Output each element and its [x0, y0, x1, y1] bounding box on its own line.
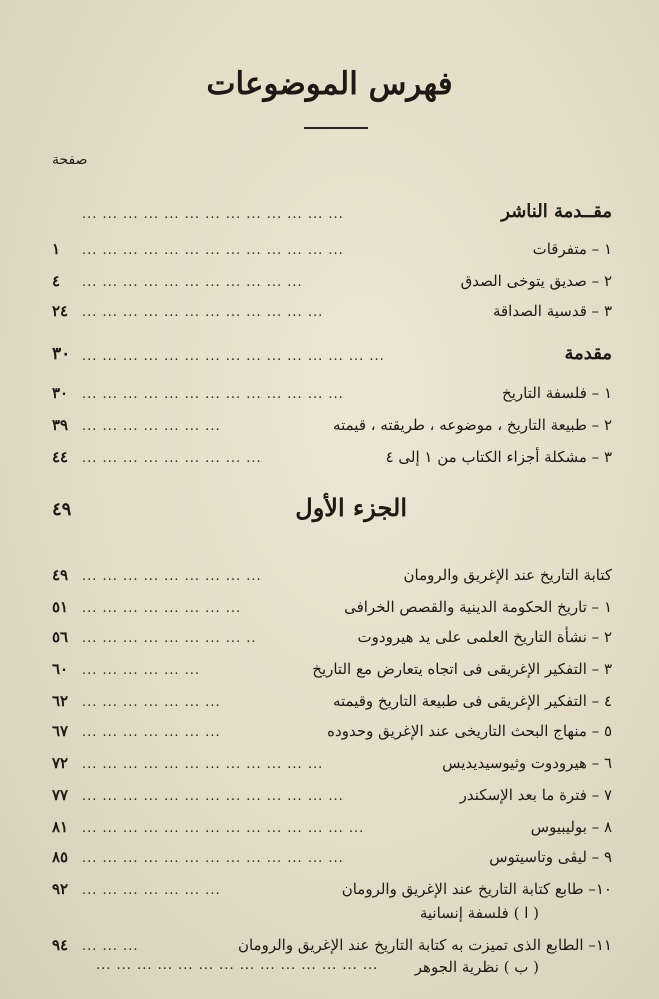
toc-entry-page: ٣٩: [52, 416, 69, 434]
toc-entry-page: ٢٤: [52, 302, 69, 320]
toc-entry-page: ٦٧: [52, 722, 69, 740]
leader-dots: ... ... ... ... ... ... ...: [82, 695, 221, 710]
leader-dots: ... ... ... ... ... ... ...: [82, 419, 221, 434]
toc-entry-label: كتابة التاريخ عند الإغريق والرومان: [403, 566, 612, 584]
toc-entry-page: ٣٠: [52, 344, 71, 364]
leader-dots: ... ... ... ... ... ... ... ... ...: [82, 451, 262, 466]
toc-entry: [52, 746, 612, 772]
toc-entry: [52, 840, 612, 866]
toc-entry-page: ٤: [52, 272, 61, 290]
toc-entry: [52, 294, 612, 320]
toc-entry: [52, 590, 612, 616]
leader-dots: ... ... ... ... ... ... ... ... ...: [82, 569, 262, 584]
toc-entry-publisher-intro: [52, 196, 612, 222]
toc-entry: [52, 376, 612, 402]
leader-dots: ... ... ... ... ... ... ... ... ... ... ... ...: [82, 757, 324, 772]
page-title: فهرس الموضوعات: [206, 66, 453, 102]
toc-entry-page: ٨٥: [52, 848, 69, 866]
toc-entry: [52, 232, 612, 258]
leader-dots: ... ... ... ... ... ... ... ...: [82, 601, 242, 616]
toc-entry-label: ٢ – طبيعة التاريخ ، موضوعه ، طريقته ، قيمته: [333, 416, 612, 434]
part-heading: [52, 493, 612, 527]
leader-dots: ... ... ... ... ... ... ... ... ... ... ... ... ...: [82, 243, 344, 258]
toc-entry-label: ٥ – منهاج البحث التاريخى عند الإغريق وحدوده: [327, 722, 612, 740]
toc-entry-page: ٦٠: [52, 660, 69, 678]
leader-dots: ... ... ... ... ... ... ... ... ... ... ... ... ...: [82, 387, 344, 402]
title-underline: [304, 127, 368, 129]
toc-entry-label: مقدمة: [564, 343, 612, 364]
part-title: الجزء الأول: [295, 493, 407, 522]
leader-dots: ... ... ... ... ... ... ... ... ... ... ... ... ...: [82, 851, 344, 866]
toc-entry-label: ٧ – فترة ما بعد الإسكندر: [459, 786, 612, 804]
toc-entry-label: ٢ – نشأة التاريخ العلمى على يد هيرودوت: [357, 628, 612, 646]
toc-entry-label: ١٠– طابع كتابة التاريخ عند الإغريق والرومان: [341, 880, 612, 898]
page-column-label: صفحة: [52, 152, 88, 168]
toc-entry: [52, 810, 612, 836]
leader-dots: ... ... ... ... ... ... ... ... ... ... ... ...: [82, 305, 324, 320]
leader-dots: ... ... ...: [82, 939, 139, 954]
toc-entry: [52, 684, 612, 710]
toc-entry-label: ٦ – هيرودوت وثيوسيديديس: [442, 754, 612, 772]
toc-entry-page: ٤٤: [52, 448, 69, 466]
leader-dots: ... ... ... ... ... ... ... ... ... ... ...: [82, 275, 303, 290]
toc-entry-label: ٣ – التفكير الإغريقى فى اتجاه يتعارض مع التاريخ: [312, 660, 612, 678]
toc-entry: [52, 408, 612, 434]
leader-dots: ... ... ... ... ... ... ... ... ... ... ... ... ... ...: [82, 821, 365, 836]
toc-entry: [52, 652, 612, 678]
leader-dots: ... ... ... ... ... ...: [82, 663, 201, 678]
toc-entry-introduction: [52, 338, 612, 364]
toc-entry-page: ٩٤: [52, 936, 69, 954]
leader-dots: ... ... ... ... ... ... ...: [82, 725, 221, 740]
toc-entry-label: مقــدمة الناشر: [501, 201, 612, 222]
toc-entry: [52, 872, 612, 898]
toc-entry-label: ١١– الطابع الذى تميزت به كتابة التاريخ عند الإغريق والرومان: [237, 936, 612, 954]
toc-subitem: ( ب ) نظرية الجوهر: [414, 958, 539, 976]
leader-dots: ... ... ... ... ... ... ... ... ..: [82, 631, 257, 646]
leader-dots: ... ... ... ... ... ... ... ... ... ... ... ... ... ... ...: [82, 349, 385, 364]
toc-entry-label: ٢ – صديق يتوخى الصدق: [460, 272, 612, 290]
toc-entry-page: ٤٩: [52, 566, 69, 584]
toc-entry-page: ٥٦: [52, 628, 69, 646]
toc-entry-label: ٤ – التفكير الإغريقى فى طبيعة التاريخ وقيمته: [332, 692, 612, 710]
toc-entry: [52, 778, 612, 804]
toc-entry-page: ٩٢: [52, 880, 69, 898]
toc-entry: [52, 264, 612, 290]
toc-entry: [52, 440, 612, 466]
toc-entry-label: ١ – متفرقات: [532, 240, 612, 258]
toc-entry-page: ٧٧: [52, 786, 69, 804]
toc-entry-page: ٥١: [52, 598, 69, 616]
toc-entry-page: ١: [52, 240, 61, 258]
leader-dots: ... ... ... ... ... ... ...: [82, 883, 221, 898]
toc-entry-label: ٨ – بوليبيوس: [530, 818, 612, 836]
toc-subitem: ( ا ) فلسفة إنسانية: [419, 904, 539, 922]
toc-entry-page: ٦٢: [52, 692, 69, 710]
part-page: ٤٩: [52, 499, 72, 520]
toc-entry-page: ٧٢: [52, 754, 69, 772]
toc-entry-page: ٨١: [52, 818, 69, 836]
toc-entry-label: ٣ – مشكلة أجزاء الكتاب من ١ إلى ٤: [385, 448, 612, 466]
leader-dots: ... ... ... ... ... ... ... ... ... ... ... ... ...: [82, 789, 344, 804]
toc-entry: [52, 714, 612, 740]
toc-entry-label: ٩ – ليڤى وتاسيتوس: [489, 848, 612, 866]
leader-dots: ... ... ... ... ... ... ... ... ... ... ... ... ...: [82, 207, 344, 222]
toc-entry-page: ٣٠: [52, 384, 69, 402]
toc-entry: [52, 620, 612, 646]
toc-entry-label: ١ – تاريخ الحكومة الدينية والقصص الخرافى: [344, 598, 612, 616]
leader-dots: ... ... ... ... ... ... ... ... ... ... ... ... ... ...: [96, 958, 379, 973]
toc-entry-label: ٣ – قدسية الصداقة: [492, 302, 612, 320]
toc-entry: [52, 928, 612, 954]
toc-entry-label: ١ – فلسفة التاريخ: [502, 384, 612, 402]
toc-entry: [52, 558, 612, 584]
